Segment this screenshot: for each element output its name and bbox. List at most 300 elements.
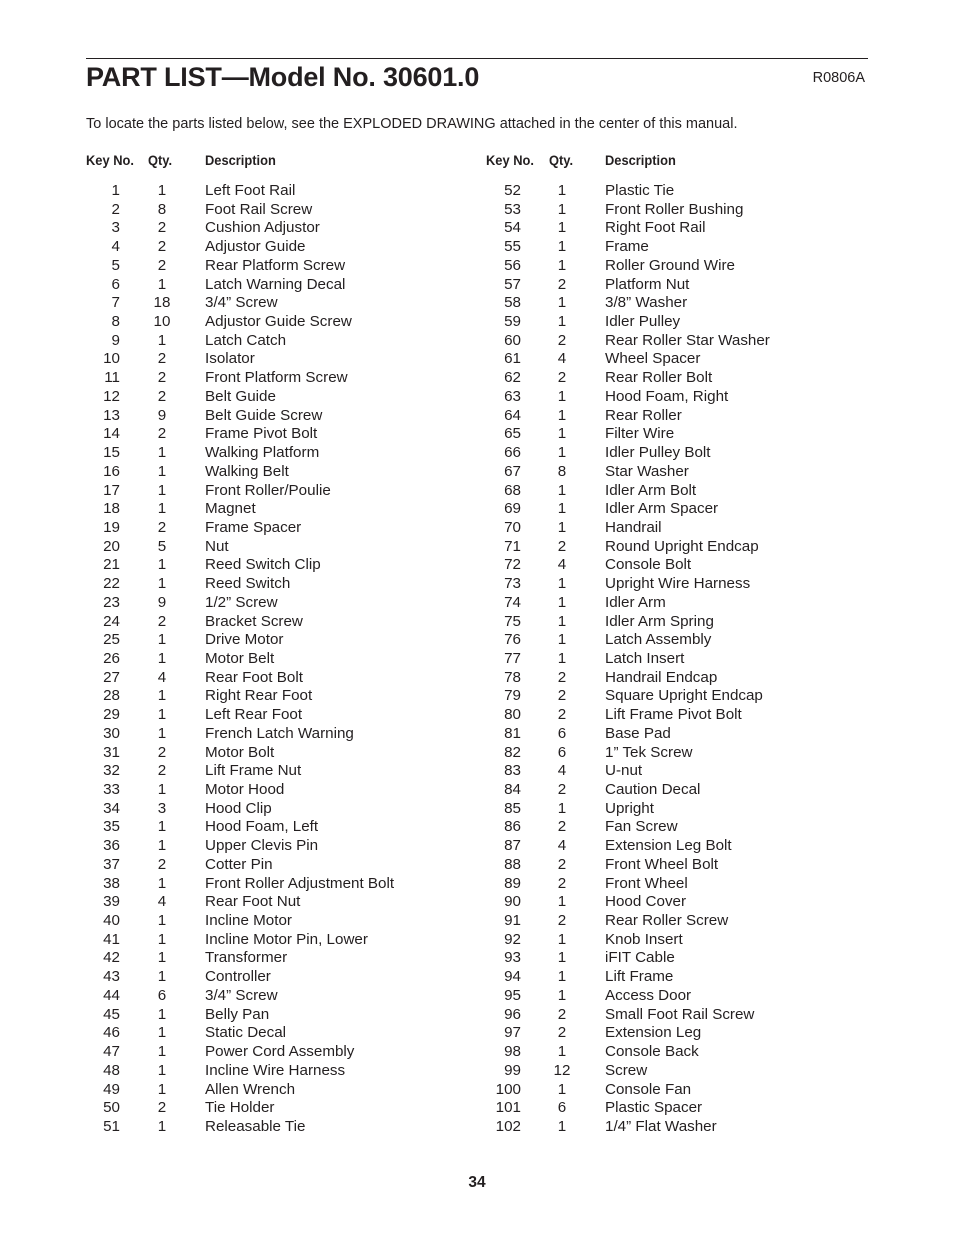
- part-description: Rear Foot Nut: [205, 893, 301, 911]
- key-number: 78: [504, 668, 521, 686]
- part-description: Front Platform Screw: [205, 369, 348, 387]
- quantity: 1: [557, 631, 567, 649]
- quantity: 1: [157, 1080, 167, 1098]
- part-description: Upright Wire Harness: [605, 575, 751, 593]
- part-description: Roller Ground Wire: [605, 256, 735, 274]
- quantity: 1: [157, 818, 167, 836]
- part-description: Idler Arm: [605, 593, 666, 611]
- quantity: 1: [557, 444, 567, 462]
- quantity: 1: [157, 1061, 167, 1079]
- quantity: 2: [557, 687, 567, 705]
- quantity: 1: [557, 219, 567, 237]
- key-number: 48: [103, 1061, 120, 1079]
- part-description: Rear Roller: [605, 406, 682, 424]
- part-description: Cushion Adjustor: [205, 219, 320, 237]
- quantity: 2: [557, 912, 567, 930]
- quantity: 2: [557, 537, 567, 555]
- part-description: Walking Platform: [205, 444, 320, 462]
- quantity: 12: [553, 1061, 571, 1079]
- quantity: 3: [157, 799, 167, 817]
- key-number: 91: [504, 912, 521, 930]
- key-number: 55: [504, 238, 521, 256]
- part-description: Front Wheel Bolt: [605, 855, 719, 873]
- quantity: 1: [557, 649, 567, 667]
- quantity: 1: [557, 182, 567, 199]
- quantity: 1: [557, 968, 567, 986]
- part-description: Foot Rail Screw: [205, 200, 313, 218]
- quantity: 2: [557, 855, 567, 873]
- key-number: 93: [504, 949, 521, 967]
- left-header-key: Key No.: [86, 152, 134, 168]
- quantity: 4: [157, 668, 167, 686]
- part-description: Motor Bolt: [205, 743, 275, 761]
- part-description: Frame: [605, 238, 649, 256]
- quantity: 1: [557, 1080, 567, 1098]
- quantity: 1: [157, 874, 167, 892]
- part-description: 3/4” Screw: [205, 986, 278, 1004]
- key-number: 32: [103, 762, 120, 780]
- part-description: Knob Insert: [605, 930, 683, 948]
- part-description: Belly Pan: [205, 1005, 270, 1023]
- part-description: Extension Leg Bolt: [605, 837, 732, 855]
- part-description: Walking Belt: [205, 462, 289, 480]
- key-number: 60: [504, 331, 521, 349]
- key-number: 6: [111, 275, 120, 293]
- key-number: 51: [103, 1117, 120, 1135]
- quantity: 1: [557, 799, 567, 817]
- part-description: Lift Frame Nut: [205, 762, 302, 780]
- key-number: 24: [103, 612, 120, 630]
- quantity: 2: [557, 874, 567, 892]
- quantity: 1: [157, 500, 167, 518]
- part-description: Belt Guide Screw: [205, 406, 323, 424]
- key-number: 61: [504, 350, 521, 368]
- quantity: 1: [157, 182, 167, 199]
- quantity: 1: [557, 612, 567, 630]
- key-number: 58: [504, 294, 521, 312]
- key-number: 85: [504, 799, 521, 817]
- key-number: 13: [103, 406, 120, 424]
- key-number: 87: [504, 837, 521, 855]
- key-number: 36: [103, 837, 120, 855]
- quantity: 2: [157, 855, 167, 873]
- quantity: 2: [157, 238, 167, 256]
- quantity: 1: [157, 462, 167, 480]
- part-description: Adjustor Guide Screw: [205, 313, 352, 331]
- quantity: 2: [157, 369, 167, 387]
- quantity: 1: [557, 930, 567, 948]
- part-description: Screw: [605, 1061, 648, 1079]
- part-description: Motor Belt: [205, 649, 275, 667]
- part-description: Frame Spacer: [205, 518, 302, 536]
- key-number: 30: [103, 724, 120, 742]
- part-description: Square Upright Endcap: [605, 687, 763, 705]
- quantity: 5: [157, 537, 167, 555]
- quantity: 6: [557, 743, 567, 761]
- quantity: 1: [157, 556, 167, 574]
- key-number: 57: [504, 275, 521, 293]
- part-description: Hood Foam, Left: [205, 818, 319, 836]
- part-description: Transformer: [205, 949, 288, 967]
- quantity: 2: [557, 781, 567, 798]
- part-description: iFIT Cable: [605, 949, 675, 967]
- part-description: Controller: [205, 968, 271, 986]
- key-number: 52: [504, 182, 521, 199]
- key-number: 37: [103, 855, 120, 873]
- quantity: 1: [557, 500, 567, 518]
- key-number: 102: [495, 1117, 521, 1135]
- key-number: 22: [103, 575, 120, 593]
- quantity: 1: [157, 706, 167, 724]
- part-description: Releasable Tie: [205, 1117, 306, 1135]
- key-number: 34: [103, 799, 120, 817]
- part-description: Front Wheel: [605, 874, 688, 892]
- part-description: Frame Pivot Bolt: [205, 425, 318, 443]
- part-description: 3/8” Washer: [605, 294, 688, 312]
- part-description: Latch Insert: [605, 649, 685, 667]
- part-description: Upright: [605, 799, 654, 817]
- quantity: 1: [557, 200, 567, 218]
- quantity: 2: [557, 668, 567, 686]
- part-description: Rear Roller Star Washer: [605, 331, 770, 349]
- part-description: Idler Arm Bolt: [605, 481, 697, 499]
- quantity: 2: [557, 706, 567, 724]
- key-number: 19: [103, 518, 120, 536]
- right-header-description: Description: [605, 152, 676, 168]
- key-number: 27: [103, 668, 120, 686]
- key-number: 26: [103, 649, 120, 667]
- key-number: 45: [103, 1005, 120, 1023]
- part-description: Cotter Pin: [205, 855, 273, 873]
- quantity: 1: [557, 1043, 567, 1061]
- part-description: Latch Warning Decal: [205, 275, 346, 293]
- part-description: Drive Motor: [205, 631, 284, 649]
- key-number: 70: [504, 518, 521, 536]
- part-description: Incline Wire Harness: [205, 1061, 346, 1079]
- part-description: Extension Leg: [605, 1024, 702, 1042]
- part-description: Left Foot Rail: [205, 182, 296, 199]
- part-description: Adjustor Guide: [205, 238, 306, 256]
- part-description: Right Foot Rail: [605, 219, 706, 237]
- quantity: 2: [157, 743, 167, 761]
- quantity: 2: [157, 1099, 167, 1117]
- key-number: 43: [103, 968, 120, 986]
- key-number: 14: [103, 425, 120, 443]
- quantity: 1: [557, 593, 567, 611]
- key-number: 83: [504, 762, 521, 780]
- key-number: 54: [504, 219, 521, 237]
- key-number: 73: [504, 575, 521, 593]
- quantity: 4: [157, 893, 167, 911]
- quantity: 1: [157, 724, 167, 742]
- key-number: 66: [504, 444, 521, 462]
- quantity: 2: [157, 350, 167, 368]
- key-number: 63: [504, 387, 521, 405]
- key-number: 1: [111, 182, 120, 199]
- quantity: 2: [557, 818, 567, 836]
- key-number: 72: [504, 556, 521, 574]
- quantity: 10: [153, 313, 171, 331]
- quantity: 1: [157, 837, 167, 855]
- quantity: 1: [557, 481, 567, 499]
- quantity: 1: [557, 238, 567, 256]
- key-number: 38: [103, 874, 120, 892]
- quantity: 8: [557, 462, 567, 480]
- quantity: 1: [557, 518, 567, 536]
- quantity: 4: [557, 350, 567, 368]
- quantity: 1: [557, 1117, 567, 1135]
- key-number: 20: [103, 537, 120, 555]
- part-description: Idler Pulley Bolt: [605, 444, 711, 462]
- key-number: 98: [504, 1043, 521, 1061]
- quantity: 1: [157, 275, 167, 293]
- key-number: 80: [504, 706, 521, 724]
- key-number: 4: [111, 238, 120, 256]
- key-number: 81: [504, 724, 521, 742]
- part-description: 1/4” Flat Washer: [605, 1117, 717, 1135]
- part-description: Idler Arm Spring: [605, 612, 714, 630]
- part-description: French Latch Warning: [205, 724, 354, 742]
- key-number: 35: [103, 818, 120, 836]
- quantity: 1: [157, 1024, 167, 1042]
- key-number: 88: [504, 855, 521, 873]
- part-description: 3/4” Screw: [205, 294, 278, 312]
- key-number: 84: [504, 781, 521, 798]
- part-description: Allen Wrench: [205, 1080, 296, 1098]
- quantity: 1: [157, 631, 167, 649]
- part-description: Reed Switch Clip: [205, 556, 321, 574]
- part-description: Incline Motor: [205, 912, 292, 930]
- part-description: Reed Switch: [205, 575, 291, 593]
- key-number: 68: [504, 481, 521, 499]
- key-number: 10: [103, 350, 120, 368]
- key-number: 41: [103, 930, 120, 948]
- quantity: 2: [157, 425, 167, 443]
- part-description: Hood Foam, Right: [605, 387, 729, 405]
- part-description: 1/2” Screw: [205, 593, 278, 611]
- quantity: 2: [157, 612, 167, 630]
- quantity: 1: [157, 930, 167, 948]
- key-number: 9: [111, 331, 120, 349]
- key-number: 2: [111, 200, 120, 218]
- key-number: 49: [103, 1080, 120, 1098]
- key-number: 39: [103, 893, 120, 911]
- key-number: 74: [504, 593, 521, 611]
- part-description: Filter Wire: [605, 425, 675, 443]
- quantity: 1: [157, 912, 167, 930]
- quantity: 1: [557, 294, 567, 312]
- quantity: 1: [157, 481, 167, 499]
- right-header-qty: Qty.: [549, 152, 574, 168]
- left-header-qty: Qty.: [148, 152, 173, 168]
- part-description: Latch Assembly: [605, 631, 712, 649]
- quantity: 2: [157, 256, 167, 274]
- quantity: 1: [157, 1043, 167, 1061]
- key-number: 17: [103, 481, 120, 499]
- part-description: Hood Cover: [605, 893, 687, 911]
- quantity: 2: [157, 762, 167, 780]
- key-number: 16: [103, 462, 120, 480]
- quantity: 1: [557, 425, 567, 443]
- part-description: Incline Motor Pin, Lower: [205, 930, 368, 948]
- part-description: Hood Clip: [205, 799, 272, 817]
- quantity: 6: [157, 986, 167, 1004]
- key-number: 5: [111, 256, 120, 274]
- key-number: 97: [504, 1024, 521, 1042]
- part-description: Left Rear Foot: [205, 706, 303, 724]
- quantity: 9: [157, 406, 167, 424]
- key-number: 28: [103, 687, 120, 705]
- part-description: Static Decal: [205, 1024, 287, 1042]
- part-description: Front Roller/Poulie: [205, 481, 331, 499]
- key-number: 21: [103, 556, 120, 574]
- quantity: 18: [153, 294, 171, 312]
- key-number: 64: [504, 406, 521, 424]
- part-description: Idler Pulley: [605, 313, 681, 331]
- key-number: 42: [103, 949, 120, 967]
- part-description: Tie Holder: [205, 1099, 275, 1117]
- key-number: 44: [103, 986, 120, 1004]
- part-description: Rear Roller Screw: [605, 912, 729, 930]
- quantity: 4: [557, 762, 567, 780]
- intro-text: To locate the parts listed below, see the EXPLODED DRAWING attached in the center of this manual.: [86, 116, 738, 132]
- part-description: U-nut: [605, 762, 643, 780]
- key-number: 92: [504, 930, 521, 948]
- key-number: 47: [103, 1043, 120, 1061]
- quantity: 2: [157, 219, 167, 237]
- key-number: 94: [504, 968, 521, 986]
- quantity: 8: [157, 200, 167, 218]
- part-description: Lift Frame Pivot Bolt: [605, 706, 742, 724]
- part-description: Caution Decal: [605, 781, 701, 798]
- part-description: Latch Catch: [205, 331, 287, 349]
- quantity: 1: [157, 444, 167, 462]
- key-number: 90: [504, 893, 521, 911]
- quantity: 2: [557, 275, 567, 293]
- quantity: 1: [557, 893, 567, 911]
- key-number: 100: [495, 1080, 521, 1098]
- key-number: 79: [504, 687, 521, 705]
- part-description: Plastic Tie: [605, 182, 675, 199]
- part-description: Belt Guide: [205, 387, 276, 405]
- part-description: Access Door: [605, 986, 692, 1004]
- part-description: Handrail Endcap: [605, 668, 718, 686]
- quantity: 6: [557, 1099, 567, 1117]
- quantity: 1: [157, 331, 167, 349]
- part-description: Lift Frame: [605, 968, 674, 986]
- quantity: 1: [157, 1005, 167, 1023]
- part-description: Platform Nut: [605, 275, 690, 293]
- quantity: 1: [157, 968, 167, 986]
- part-description: Right Rear Foot: [205, 687, 313, 705]
- key-number: 56: [504, 256, 521, 274]
- quantity: 9: [157, 593, 167, 611]
- quantity: 2: [557, 1005, 567, 1023]
- part-description: Plastic Spacer: [605, 1099, 703, 1117]
- part-description: Wheel Spacer: [605, 350, 701, 368]
- key-number: 3: [111, 219, 120, 237]
- quantity: 2: [157, 518, 167, 536]
- quantity: 1: [157, 949, 167, 967]
- quantity: 2: [157, 387, 167, 405]
- key-number: 46: [103, 1024, 120, 1042]
- part-description: Console Back: [605, 1043, 699, 1061]
- part-description: Idler Arm Spacer: [605, 500, 719, 518]
- quantity: 2: [557, 331, 567, 349]
- quantity: 4: [557, 837, 567, 855]
- key-number: 33: [103, 781, 120, 798]
- document-code: R0806A: [812, 70, 865, 86]
- quantity: 1: [157, 649, 167, 667]
- part-description: Upper Clevis Pin: [205, 837, 319, 855]
- part-description: Round Upright Endcap: [605, 537, 759, 555]
- key-number: 71: [504, 537, 521, 555]
- key-number: 29: [103, 706, 120, 724]
- key-number: 69: [504, 500, 521, 518]
- key-number: 25: [103, 631, 120, 649]
- key-number: 8: [111, 313, 120, 331]
- quantity: 1: [157, 575, 167, 593]
- quantity: 1: [157, 781, 167, 798]
- quantity: 1: [157, 1117, 167, 1135]
- quantity: 6: [557, 724, 567, 742]
- part-description: Console Fan: [605, 1080, 692, 1098]
- part-description: Isolator: [205, 350, 255, 368]
- part-description: Front Roller Bushing: [605, 200, 744, 218]
- page-title: PART LIST—Model No. 30601.0: [86, 62, 480, 92]
- quantity: 1: [557, 313, 567, 331]
- quantity: 4: [557, 556, 567, 574]
- part-description: Rear Roller Bolt: [605, 369, 713, 387]
- quantity: 1: [557, 387, 567, 405]
- key-number: 15: [103, 444, 120, 462]
- key-number: 101: [495, 1099, 521, 1117]
- key-number: 82: [504, 743, 521, 761]
- quantity: 1: [557, 406, 567, 424]
- key-number: 77: [504, 649, 521, 667]
- part-description: Star Washer: [605, 462, 689, 480]
- part-description: Front Roller Adjustment Bolt: [205, 874, 395, 892]
- part-description: 1” Tek Screw: [605, 743, 693, 761]
- part-description: Bracket Screw: [205, 612, 303, 630]
- part-description: Rear Foot Bolt: [205, 668, 303, 686]
- part-description: Rear Platform Screw: [205, 256, 346, 274]
- part-description: Handrail: [605, 518, 662, 536]
- key-number: 40: [103, 912, 120, 930]
- part-description: Motor Hood: [205, 781, 285, 798]
- key-number: 7: [111, 294, 120, 312]
- right-header-key: Key No.: [486, 152, 534, 168]
- part-description: Magnet: [205, 500, 256, 518]
- quantity: 1: [557, 256, 567, 274]
- key-number: 96: [504, 1005, 521, 1023]
- key-number: 50: [103, 1099, 120, 1117]
- key-number: 62: [504, 369, 521, 387]
- quantity: 1: [557, 949, 567, 967]
- quantity: 1: [557, 986, 567, 1004]
- part-description: Base Pad: [605, 724, 671, 742]
- key-number: 99: [504, 1061, 521, 1079]
- key-number: 59: [504, 313, 521, 331]
- key-number: 67: [504, 462, 521, 480]
- part-description: Console Bolt: [605, 556, 692, 574]
- part-description: Small Foot Rail Screw: [605, 1005, 755, 1023]
- quantity: 1: [157, 687, 167, 705]
- key-number: 11: [104, 369, 120, 387]
- key-number: 86: [504, 818, 521, 836]
- part-description: Fan Screw: [605, 818, 678, 836]
- left-header-description: Description: [205, 152, 276, 168]
